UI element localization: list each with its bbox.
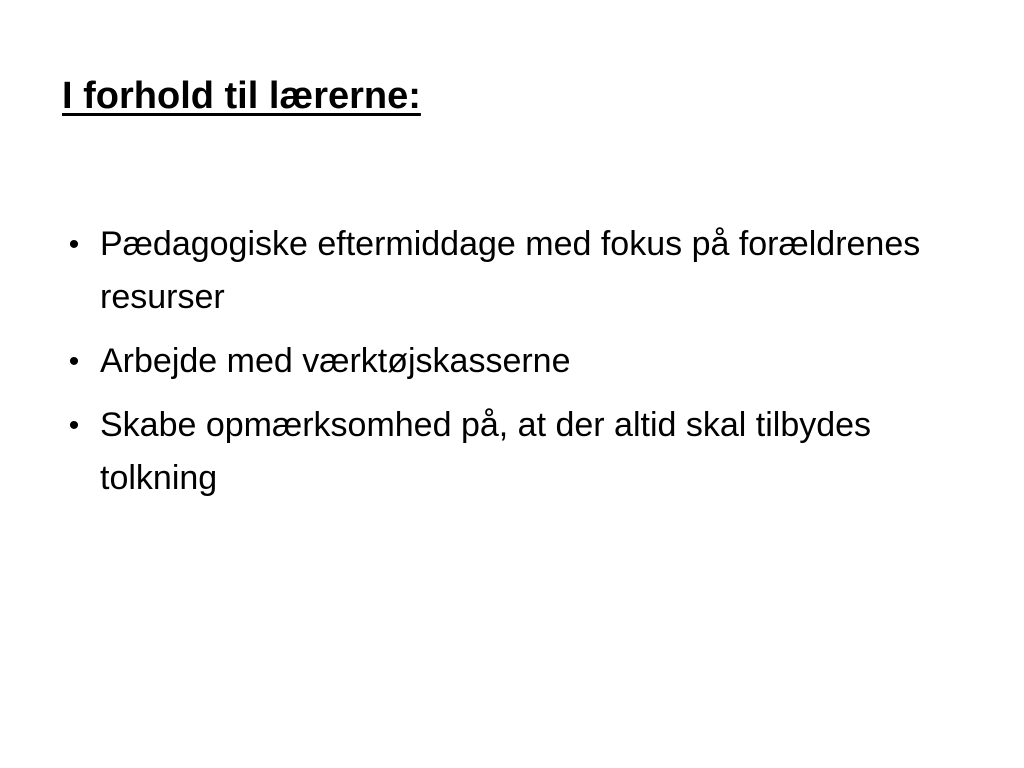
bullet-item xyxy=(62,399,922,505)
bullet-text: Pædagogiske eftermiddage med fokus på forældrenes resurser xyxy=(100,225,921,316)
bullet-text: Skabe opmærksomhed på, at der altid skal tilbydes tolkning xyxy=(100,406,872,497)
bullet-dot-icon: • xyxy=(68,345,80,378)
slide-title: I forhold til lærerne: xyxy=(62,75,421,117)
bullet-dot-icon: • xyxy=(68,228,80,261)
bullet-text: Arbejde med værktøjskasserne xyxy=(100,342,571,380)
bullet-list xyxy=(62,218,922,516)
bullet-item xyxy=(62,335,922,388)
bullet-item xyxy=(62,218,922,324)
bullet-dot-icon: • xyxy=(68,409,80,442)
